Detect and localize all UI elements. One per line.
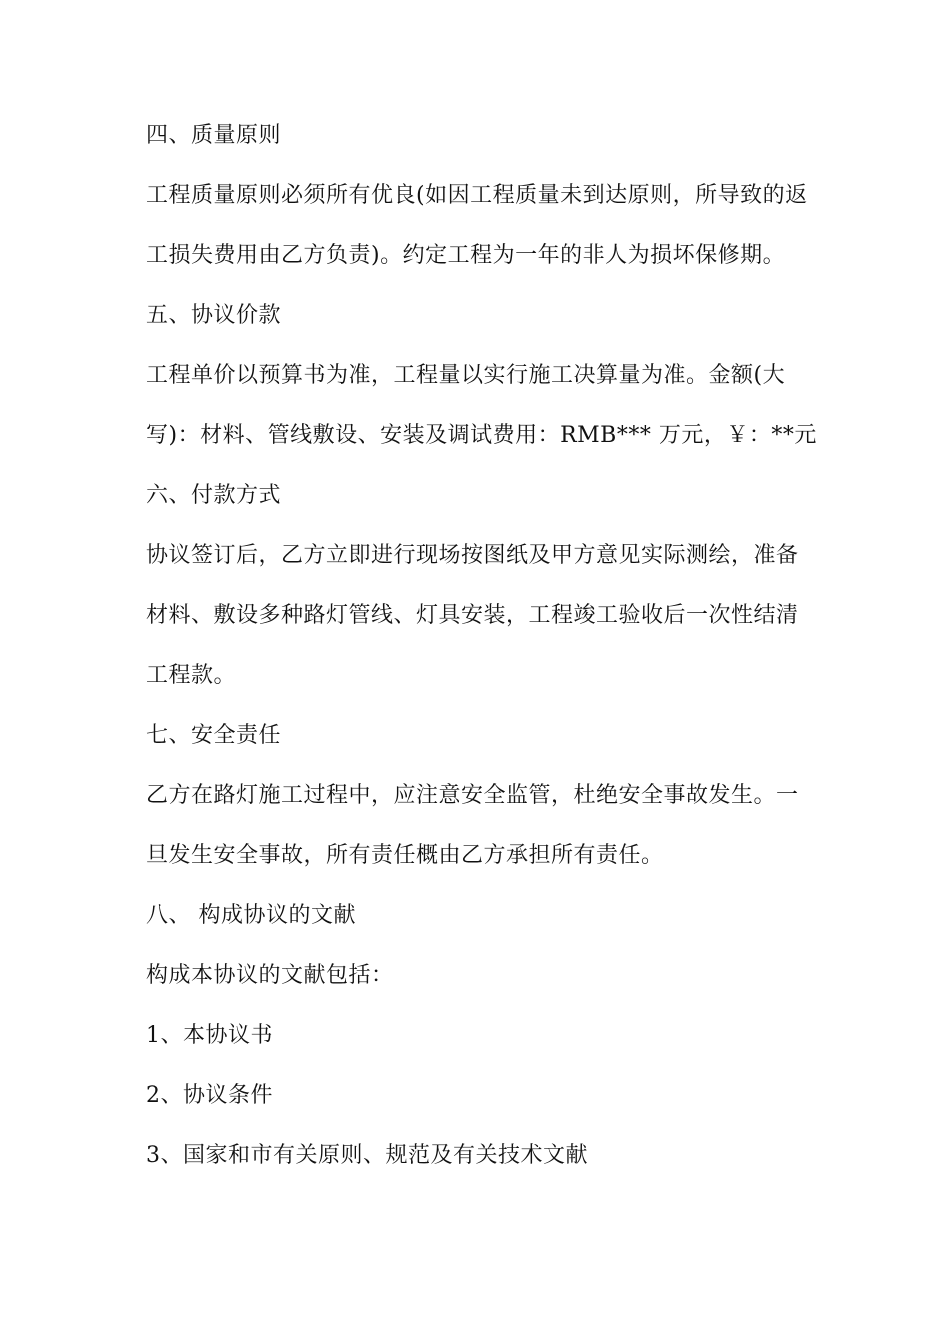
paragraph-line: 写)：材料、管线敷设、安装及调试费用：RMB*** 万元，￥：**元 [146, 423, 817, 448]
paragraph-line: 材料、敷设多种路灯管线、灯具安装，工程竣工验收后一次性结清 [146, 603, 799, 628]
section-heading-payment: 六、付款方式 [146, 483, 282, 508]
paragraph-line: 工程单价以预算书为准，工程量以实行施工决算量为准。金额(大 [146, 363, 786, 388]
section-heading-safety: 七、安全责任 [146, 723, 282, 748]
paragraph-line: 构成本协议的文献包括： [146, 963, 394, 988]
paragraph-line: 工程款。 [146, 663, 237, 688]
paragraph-line: 旦发生安全事故，所有责任概由乙方承担所有责任。 [146, 843, 664, 868]
list-item: 3、国家和市有关原则、规范及有关技术文献 [146, 1143, 588, 1168]
list-item: 1、本协议书 [146, 1023, 273, 1048]
list-item: 2、协议条件 [146, 1083, 273, 1108]
paragraph-line: 工损失费用由乙方负责)。约定工程为一年的非人为损坏保修期。 [146, 243, 786, 268]
paragraph-line: 协议签订后，乙方立即进行现场按图纸及甲方意见实际测绘，准备 [146, 543, 799, 568]
section-heading-quality: 四、质量原则 [146, 123, 282, 148]
paragraph-line: 工程质量原则必须所有优良(如因工程质量未到达原则，所导致的返 [146, 183, 808, 208]
section-heading-documents: 八、 构成协议的文献 [146, 903, 356, 928]
paragraph-line: 乙方在路灯施工过程中，应注意安全监管，杜绝安全事故发生。一 [146, 783, 799, 808]
section-heading-price: 五、协议价款 [146, 303, 282, 328]
